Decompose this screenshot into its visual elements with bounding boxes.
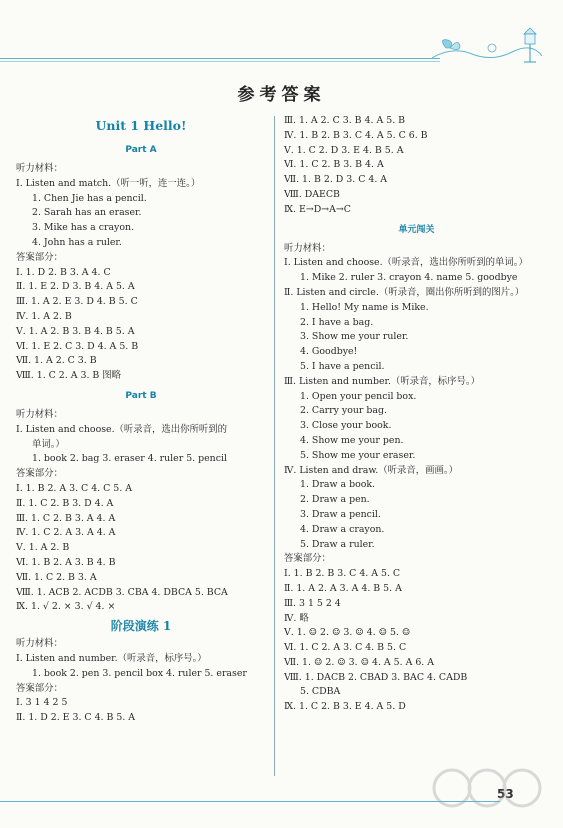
answer-line: Ⅸ. 1. C 2. B 3. E 4. A 5. D <box>284 701 406 713</box>
column-divider <box>274 116 275 776</box>
right-column <box>284 114 549 715</box>
page-title: 参考答案 <box>237 85 326 105</box>
answer-line: 3. Close your book. <box>300 420 392 432</box>
left-column <box>16 114 266 726</box>
answer-line: Ⅰ. 3 1 4 2 5 <box>16 697 68 709</box>
header-rule <box>0 58 440 59</box>
answer-line: 2. Sarah has an eraser. <box>32 207 142 219</box>
answer-line: 答案部分： <box>284 553 331 565</box>
answer-line: 4. Show me your pen. <box>300 434 404 446</box>
answer-line: Ⅶ. 1. A 2. C 3. B <box>16 355 97 367</box>
answer-line: Ⅶ. 1. ☺ 2. ☺ 3. ☺ 4. A 5. A 6. A <box>284 656 435 668</box>
answer-line: 听力材料： <box>284 242 331 254</box>
header-rule-thin <box>0 61 440 62</box>
subsection-heading: 单元闯关 <box>398 224 435 235</box>
answer-line: Ⅳ. Listen and draw.（听录音，画画。） <box>284 464 458 476</box>
answer-line: Ⅵ. 1. E 2. C 3. D 4. A 5. B <box>16 340 139 352</box>
answer-line: 3. Mike has a crayon. <box>32 222 134 234</box>
answer-line: Ⅲ. Listen and number.（听录音，标序号。） <box>284 375 480 387</box>
answer-line: Ⅶ. 1. C 2. B 3. A <box>16 571 97 583</box>
answer-line: Ⅰ. Listen and choose.（听录音，选出你所听到的单词。） <box>284 257 528 269</box>
answer-line: 1. Open your pencil box. <box>300 390 417 402</box>
answer-line: 听力材料： <box>16 408 63 420</box>
answer-line: Ⅷ. 1. DACB 2. CBAD 3. BAC 4. CADB <box>284 671 468 683</box>
answer-line: 听力材料： <box>16 638 63 650</box>
answer-line: 5. Draw a ruler. <box>300 538 375 550</box>
answer-line: 3. Show me your ruler. <box>300 331 409 343</box>
answer-line: Ⅷ. 1. ACB 2. ACDB 3. CBA 4. DBCA 5. BCA <box>16 586 228 598</box>
answer-line: Ⅳ. 略 <box>284 612 309 624</box>
answer-line: Ⅸ. 1. √ 2. × 3. √ 4. × <box>16 601 116 613</box>
answer-line: Ⅸ. E→D→A→C <box>284 203 351 215</box>
answer-line: 2. Carry your bag. <box>300 405 387 417</box>
answer-line: 4. Draw a crayon. <box>300 523 385 535</box>
answer-line: 3. Draw a pencil. <box>300 508 381 520</box>
answer-line: 2. I have a bag. <box>300 316 374 328</box>
answer-line: 1. book 2. pen 3. pencil box 4. ruler 5. eraser <box>32 667 247 679</box>
answer-line: Ⅱ. 1. D 2. E 3. C 4. B 5. A <box>16 712 136 724</box>
answer-line: Ⅱ. Listen and circle.（听录音，圈出你所听到的图片。） <box>284 286 525 298</box>
answer-line: 5. I have a pencil. <box>300 360 385 372</box>
answer-line: Ⅳ. 1. A 2. B <box>16 310 72 322</box>
answer-line: 单词。） <box>32 438 65 450</box>
answer-line: Ⅰ. 1. D 2. B 3. A 4. C <box>16 266 111 278</box>
answer-line: Ⅳ. 1. B 2. B 3. C 4. A 5. C 6. B <box>284 129 428 141</box>
answer-line: Ⅰ. 1. B 2. B 3. C 4. A 5. C <box>284 568 401 580</box>
answer-line: Ⅴ. 1. C 2. D 3. E 4. B 5. A <box>284 144 404 156</box>
answer-line: 5. Show me your eraser. <box>300 449 416 461</box>
subsection-heading: Part B <box>125 390 157 401</box>
answer-line: 答案部分： <box>16 251 63 263</box>
answer-line: 5. CDBA <box>300 686 341 698</box>
section-heading: Unit 1 Hello! <box>95 118 187 133</box>
answer-line: Ⅲ. 1. A 2. E 3. D 4. B 5. C <box>16 296 138 308</box>
answer-line: Ⅰ. 1. B 2. A 3. C 4. C 5. A <box>16 482 132 494</box>
subsection-heading: Part A <box>125 145 157 155</box>
answer-line: Ⅳ. 1. C 2. A 3. A 4. A <box>16 527 116 539</box>
answer-line: Ⅵ. 1. C 2. B 3. B 4. A <box>284 159 384 171</box>
answer-line: Ⅷ. DAECB <box>284 188 340 200</box>
answer-line: Ⅰ. Listen and number.（听录音，标序号。） <box>16 652 207 664</box>
answer-line: Ⅷ. 1. C 2. A 3. B 图略 <box>16 370 122 382</box>
answer-line: Ⅶ. 1. B 2. D 3. C 4. A <box>284 174 388 186</box>
answer-line: Ⅵ. 1. B 2. A 3. B 4. B <box>16 556 116 568</box>
answer-line: 4. Goodbye! <box>300 346 358 358</box>
answer-line: Ⅰ. Listen and choose.（听录音，选出你所听到的 <box>16 423 228 435</box>
answer-line: 1. Mike 2. ruler 3. crayon 4. name 5. goodbye <box>300 272 518 284</box>
answer-line: Ⅲ. 1. C 2. B 3. A 4. A <box>16 512 116 524</box>
answer-line: 4. John has a ruler. <box>32 236 122 248</box>
answer-line: Ⅱ. 1. C 2. B 3. D 4. A <box>16 497 114 509</box>
answer-line: 答案部分： <box>16 682 63 694</box>
section-heading: 阶段演练 1 <box>110 619 172 634</box>
butterfly-lamp-ornament-icon <box>432 26 547 68</box>
watermark-logo-icon <box>412 758 562 828</box>
answer-line: Ⅲ. 3 1 5 2 4 <box>284 597 341 609</box>
answer-line: Ⅴ. 1. A 2. B <box>16 542 70 554</box>
answer-line: 1. book 2. bag 3. eraser 4. ruler 5. pencil <box>32 453 227 465</box>
page-number: 53 <box>497 787 514 801</box>
answer-line: Ⅲ. 1. A 2. C 3. B 4. A 5. B <box>284 115 406 126</box>
answer-line: 1. Draw a book. <box>300 479 376 491</box>
answer-line: 2. Draw a pen. <box>300 494 370 506</box>
answer-line: Ⅵ. 1. C 2. A 3. C 4. B 5. C <box>284 642 407 654</box>
answer-line: Ⅰ. Listen and match.（听一听，连一连。） <box>16 177 201 189</box>
answer-line: Ⅱ. 1. A 2. A 3. A 4. B 5. A <box>284 582 402 594</box>
answer-line: 听力材料： <box>16 163 63 174</box>
answer-line: 1. Chen Jie has a pencil. <box>32 192 147 204</box>
answer-line: 答案部分： <box>16 468 63 480</box>
answer-line: Ⅴ. 1. ☺ 2. ☺ 3. ☺ 4. ☺ 5. ☺ <box>284 627 411 639</box>
answer-line: 1. Hello! My name is Mike. <box>300 301 429 313</box>
answer-line: Ⅱ. 1. E 2. D 3. B 4. A 5. A <box>16 281 135 293</box>
answer-line: Ⅴ. 1. A 2. B 3. B 4. B 5. A <box>16 325 135 337</box>
